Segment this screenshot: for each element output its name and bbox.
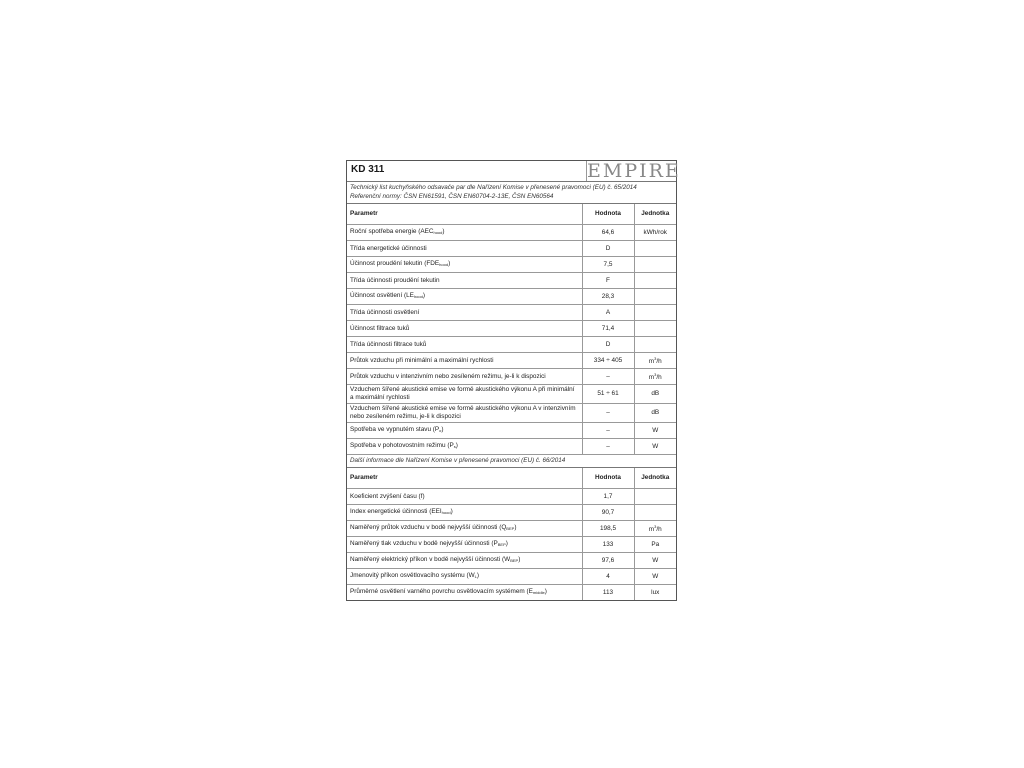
parameter-label: Jmenovitý příkon osvětlovacího systému (W (350, 572, 475, 579)
unit-superscript: 3 (654, 356, 657, 361)
unit-label: W (652, 572, 659, 580)
parameter-cell (347, 273, 582, 289)
parameter-label-end: ) (448, 260, 451, 267)
value-cell: 71,4 (582, 321, 634, 337)
parameter-cell (347, 337, 582, 353)
table-row (347, 553, 676, 569)
parameter-cell (347, 521, 582, 537)
value-cell: – (582, 439, 634, 455)
table-row (347, 273, 676, 289)
parameter-label: Třída účinnosti osvětlení (350, 308, 420, 316)
table-row (347, 489, 676, 505)
parameter-cell (347, 489, 582, 505)
value-cell: D (582, 337, 634, 353)
unit-superscript: 3 (654, 372, 657, 377)
brand-logo: EMPIRE (587, 160, 681, 182)
parameter-cell (347, 404, 582, 423)
parameter-cell (347, 289, 582, 305)
table-row (347, 385, 676, 404)
table-row (347, 585, 676, 601)
unit-cell (634, 225, 676, 241)
parameter-subscript: o (439, 428, 442, 433)
additional-parameters-body (347, 489, 676, 601)
value-cell: – (582, 423, 634, 439)
parameter-label: Účinnost filtrace tuků (350, 324, 410, 332)
value-cell: – (582, 404, 634, 423)
parameter-cell (347, 505, 582, 521)
unit-cell (634, 353, 676, 369)
parameter-label: Třída energetické účinnosti (350, 244, 427, 252)
header-unit: Jednotka (634, 468, 676, 489)
value-cell: 198,5 (582, 521, 634, 537)
value-cell: 133 (582, 537, 634, 553)
table-row (347, 289, 676, 305)
parameter-label-end: ) (422, 292, 425, 299)
parameter-label-end: ) (514, 524, 517, 531)
parameter-label: Účinnost proudění tekutin (FDE (350, 260, 440, 267)
table-row (347, 305, 676, 321)
parameter-label-end: ) (441, 426, 444, 433)
parameter-subscript: s (453, 444, 456, 449)
parameter-label: Roční spotřeba energie (AEC (350, 228, 434, 235)
unit-cell (634, 257, 676, 273)
unit-label: m (648, 526, 655, 533)
parameter-label-end: ) (518, 556, 521, 563)
unit-cell (634, 423, 676, 439)
unit-label: W (652, 426, 659, 434)
parameter-cell (347, 369, 582, 385)
table-row (347, 321, 676, 337)
table-row (347, 404, 676, 423)
parameter-label: Třída účinnosti proudění tekutin (350, 276, 440, 284)
parameter-label-end: ) (442, 228, 445, 235)
unit-cell (634, 521, 676, 537)
table-row (347, 569, 676, 585)
value-cell: 28,3 (582, 289, 634, 305)
intro-regulation: Technický list kuchyňského odsavače par dle Nařízení Komise v přenesené pravomoci (EU) č. 65/2014 (350, 184, 637, 191)
parameter-label: Průtok vzduchu v intenzivním nebo zesíleném režimu, je-li k dispozici (350, 372, 546, 380)
table-row (347, 439, 676, 455)
additional-parameters-table (347, 468, 676, 600)
unit-cell (634, 369, 676, 385)
value-cell: 1,7 (582, 489, 634, 505)
unit-label: m (648, 358, 655, 365)
parameter-cell (347, 225, 582, 241)
unit-cell (634, 569, 676, 585)
parameter-label: Index energetické účinnosti (EEI (350, 508, 442, 515)
parameter-label: Spotřeba v pohotovostním režimu (P (350, 442, 454, 449)
table-row (347, 225, 676, 241)
table-row (347, 369, 676, 385)
unit-cell (634, 321, 676, 337)
parameter-subscript: BEP (497, 542, 506, 547)
table-header-row (347, 468, 676, 489)
unit-cell (634, 337, 676, 353)
parameters-body (347, 225, 676, 455)
technical-sheet (346, 160, 681, 601)
value-cell: – (582, 369, 634, 385)
unit-label-end: /h (656, 374, 662, 381)
parameter-subscript: BEP (510, 558, 519, 563)
unit-cell (634, 241, 676, 257)
value-cell: 51 ÷ 61 (582, 385, 634, 404)
table-row (347, 505, 676, 521)
parameter-label-end: ) (450, 508, 453, 515)
unit-cell (634, 553, 676, 569)
parameter-cell (347, 569, 582, 585)
unit-cell (634, 585, 676, 601)
model-name: KD 311 (351, 164, 385, 175)
header-value: Hodnota (582, 468, 634, 489)
unit-label-end: /h (656, 358, 662, 365)
parameter-cell (347, 305, 582, 321)
parameter-subscript: middle (532, 590, 545, 595)
parameter-cell (347, 585, 582, 601)
parameter-cell (347, 257, 582, 273)
value-cell: F (582, 273, 634, 289)
unit-cell (634, 505, 676, 521)
parameter-subscript: BEP (506, 526, 515, 531)
parameter-label: Účinnost osvětlení (LE (350, 292, 414, 299)
value-cell: 7,5 (582, 257, 634, 273)
parameter-subscript: L (474, 574, 477, 579)
unit-cell (634, 289, 676, 305)
parameter-label-end: ) (544, 588, 547, 595)
unit-cell (634, 489, 676, 505)
intro-standards: Referenční normy: ČSN EN61591, ČSN EN60704-2-13E, ČSN EN60564 (350, 193, 554, 200)
parameter-label: Vzduchem šířené akustické emise ve formě akustického výkonu A při minimální a maximální rychlosti (350, 386, 575, 401)
parameter-cell (347, 439, 582, 455)
value-cell: D (582, 241, 634, 257)
table-row (347, 353, 676, 369)
table-row (347, 257, 676, 273)
unit-label: m (648, 374, 655, 381)
table-row (347, 423, 676, 439)
parameter-label-end: ) (505, 540, 508, 547)
unit-label: lux (651, 588, 660, 596)
unit-label: W (652, 442, 659, 450)
unit-label: dB (651, 390, 660, 397)
sheet-header (347, 160, 681, 182)
parameter-subscript: hood (433, 230, 443, 235)
parameter-label: Naměřený elektrický příkon v bodě nejvyšší účinnosti (W (350, 556, 511, 563)
unit-cell (634, 439, 676, 455)
parameter-cell (347, 241, 582, 257)
parameter-label: Vzduchem šířené akustické emise ve formě akustického výkonu A v intenzivním nebo zesíleném režimu, je-li k dispozici (350, 405, 576, 420)
value-cell: 64,6 (582, 225, 634, 241)
parameter-cell (347, 321, 582, 337)
value-cell: 113 (582, 585, 634, 601)
parameter-label: Naměřený průtok vzduchu v bodě nejvyšší účinnosti (Q (350, 524, 507, 531)
unit-label: Pa (651, 540, 660, 548)
unit-cell (634, 404, 676, 423)
parameter-cell (347, 553, 582, 569)
table-row (347, 537, 676, 553)
parameter-cell (347, 353, 582, 369)
unit-label: dB (651, 409, 660, 416)
parameter-subscript: hood (439, 262, 449, 267)
unit-cell (634, 273, 676, 289)
unit-label: W (652, 556, 659, 564)
unit-label-end: /h (656, 526, 662, 533)
unit-cell (634, 385, 676, 404)
parameter-subscript: hood (441, 510, 451, 515)
header-value: Hodnota (582, 204, 634, 225)
table-row (347, 241, 676, 257)
header-unit: Jednotka (634, 204, 676, 225)
parameters-table (347, 204, 676, 455)
parameter-label: Průtok vzduchu při minimální a maximální rychlosti (350, 356, 494, 364)
parameter-cell (347, 385, 582, 404)
table-header-row (347, 204, 676, 225)
unit-superscript: 3 (654, 524, 657, 529)
table-row (347, 337, 676, 353)
additional-info-note: Další informace dle Nařízení Komise v přenesené pravomoci (EU) č. 66/2014 (347, 455, 676, 468)
parameter-subscript: hood (413, 294, 423, 299)
parameter-label: Třída účinnosti filtrace tuků (350, 340, 427, 348)
value-cell: 4 (582, 569, 634, 585)
parameter-label: Naměřený tlak vzduchu v bodě nejvyšší účinnosti (P (350, 540, 498, 547)
value-cell: A (582, 305, 634, 321)
value-cell: 334 ÷ 405 (582, 353, 634, 369)
header-parameter: Parametr (347, 468, 582, 489)
table-row (347, 521, 676, 537)
parameter-cell (347, 537, 582, 553)
parameter-label-end: ) (476, 572, 480, 579)
parameter-label-end: ) (455, 442, 458, 449)
unit-cell (634, 305, 676, 321)
value-cell: 97,6 (582, 553, 634, 569)
parameter-cell (347, 423, 582, 439)
unit-cell (634, 537, 676, 553)
parameter-label: Spotřeba ve vypnutém stavu (P (350, 426, 440, 433)
parameter-label: Koeficient zvýšení času (f) (350, 492, 425, 500)
parameter-label: Průměrné osvětlení varného povrchu osvětlovacím systémem (E (350, 588, 533, 595)
unit-label: kWh/rok (643, 228, 667, 236)
sheet-intro (347, 182, 676, 204)
value-cell: 90,7 (582, 505, 634, 521)
header-parameter: Parametr (347, 204, 582, 225)
